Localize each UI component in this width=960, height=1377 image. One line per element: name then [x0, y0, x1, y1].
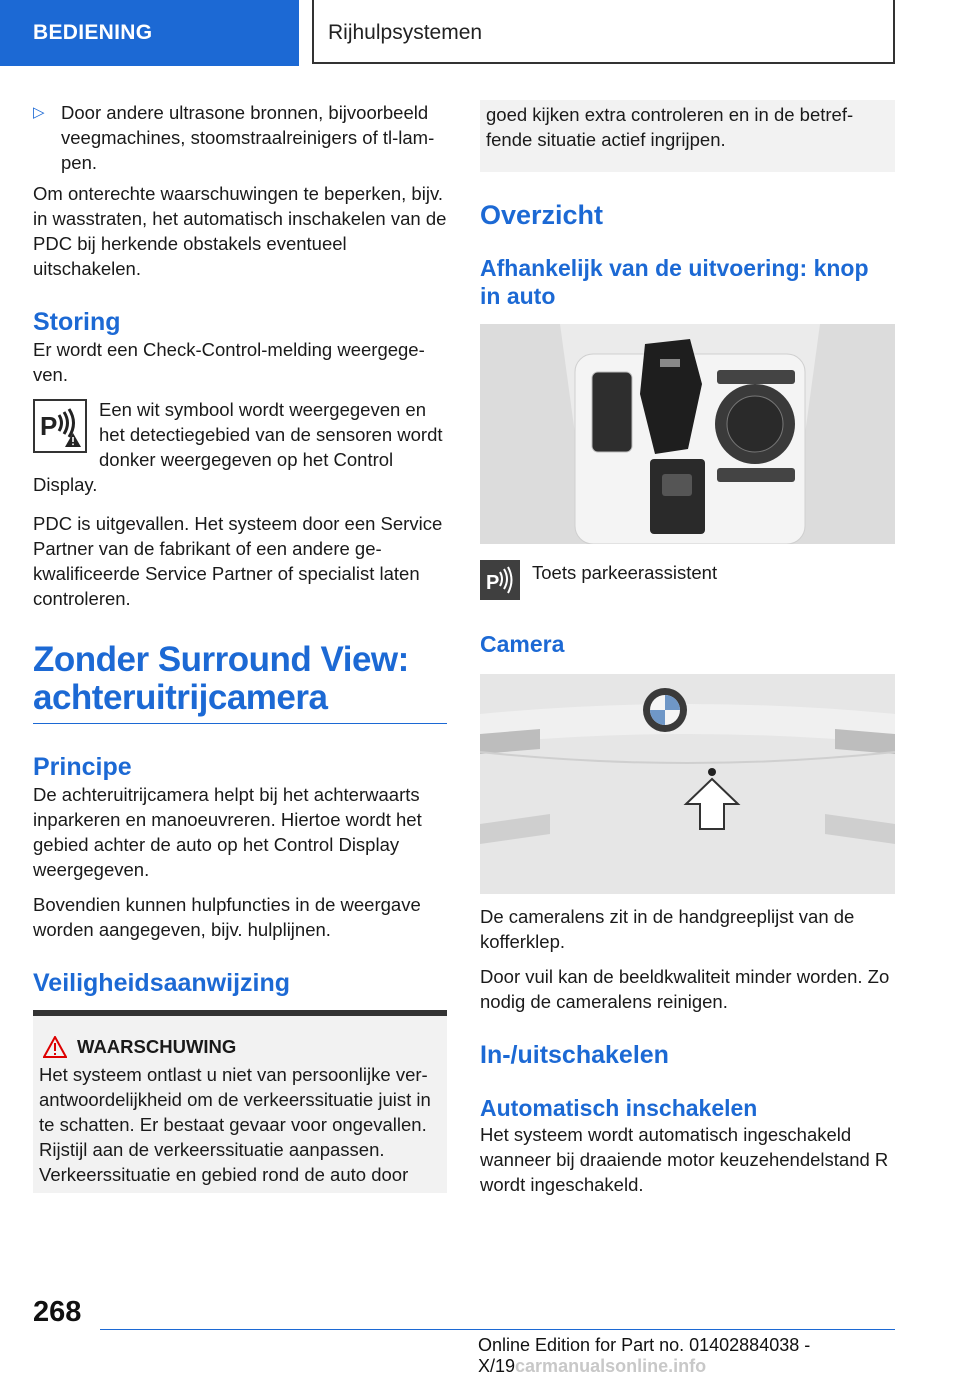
knop-heading: Afhankelijk van de uitvoering: knop in auto: [480, 255, 869, 309]
main-heading: Zonder Surround View: achteruitrijcamera: [33, 641, 447, 724]
warning-text: Het systeem ontlast u niet van persoonlijke verantwoordelijkheid om de verkeerssituatie juist in te schatten. Er bestaat gevaar voor ongevallen. Rijstijl aan de verkeerssituatie aanpassen. Verkeerssituatie en gebied rond de auto door: [39, 1064, 431, 1185]
safety-heading: Veiligheidsaanwijzing: [33, 969, 291, 997]
camera-heading: Camera: [480, 631, 565, 657]
warning-box: [33, 1010, 447, 1193]
camera-paragraph-1: De cameralens zit in de handgreeplijst van de kofferklep.: [480, 906, 855, 952]
auto-paragraph: Het systeem wordt automatisch ingeschakeld wanneer bij draaiende motor keuzehendelstand R wordt ingeschakeld.: [480, 1124, 889, 1195]
footer-edition: Online Edition for Part no. 01402884038 - X/19carmanualsonline.info: [478, 1335, 811, 1376]
symbol-paragraph: [33, 397, 447, 497]
warning-triangle-icon: [43, 1036, 67, 1058]
principe-heading: Principe: [33, 753, 132, 781]
warning-title: WAARSCHUWING: [39, 1036, 439, 1058]
principe-paragraph-1: De achteruitrijcamera helpt bij het achterwaarts inparkeren en manoeuvreren. Hiertoe wordt het gebied achter de auto op het Control Display weergegeven.: [33, 784, 422, 880]
left-column: [33, 100, 447, 1193]
list-item: [33, 100, 447, 175]
pdc-warning-symbol-icon: [33, 399, 87, 453]
caption-text: Toets parkeerassistent: [532, 562, 718, 583]
overzicht-heading: Overzicht: [480, 200, 604, 230]
park-assist-button-icon: [480, 560, 520, 600]
page-header: [0, 0, 960, 66]
intro-paragraph: Om onterechte waarschuwingen te beperken, bijv. in wasstraten, het automatisch inschakelen van de PDC bij herkende obstakels eventueel uitschakelen.: [33, 183, 447, 279]
center-console-photo: [480, 324, 895, 544]
chapter-title: Rijhulpsystemen: [312, 0, 895, 64]
tailgate-camera-photo: [480, 674, 895, 894]
symbol-text: Een wit symbool wordt weergegeven en het detectiegebied van de sensoren wordt donker weergegeven op het Control Display.: [33, 399, 443, 495]
section-tab: BEDIENING: [0, 0, 299, 66]
warning-continuation: goed kijken extra controleren en in de betreffende situatie actief ingrijpen.: [480, 100, 895, 172]
svg-text:P: P: [486, 572, 500, 594]
right-column: [480, 100, 895, 1207]
triangle-bullet-icon: ▷: [33, 104, 45, 121]
storing-followup: PDC is uitgevallen. Het systeem door een Service Partner van de fabrikant of een andere gekwalificeerde Service Partner of specialist laten controleren.: [33, 513, 443, 609]
footer-divider: [100, 1329, 895, 1330]
storing-paragraph: Er wordt een Check-Control-melding weergegeven.: [33, 339, 425, 385]
svg-text:P: P: [40, 411, 58, 441]
storing-heading: Storing: [33, 308, 121, 336]
caption-row: [480, 560, 895, 600]
watermark: carmanualsonline.info: [515, 1356, 707, 1376]
auto-heading: Automatisch inschakelen: [480, 1095, 758, 1121]
bullet-text: Door andere ultrasone bronnen, bijvoorbeeld veegmachines, stoomstraalreinigers of tl-lampen.: [61, 102, 435, 173]
page-number: 268: [33, 1296, 82, 1328]
camera-paragraph-2: Door vuil kan de beeldkwaliteit minder worden. Zo nodig de cameralens reinigen.: [480, 966, 890, 1012]
inuit-heading: In-/uitschakelen: [480, 1041, 669, 1069]
principe-paragraph-2: Bovendien kunnen hulpfuncties in de weergave worden aangegeven, bijv. hulplijnen.: [33, 894, 421, 940]
